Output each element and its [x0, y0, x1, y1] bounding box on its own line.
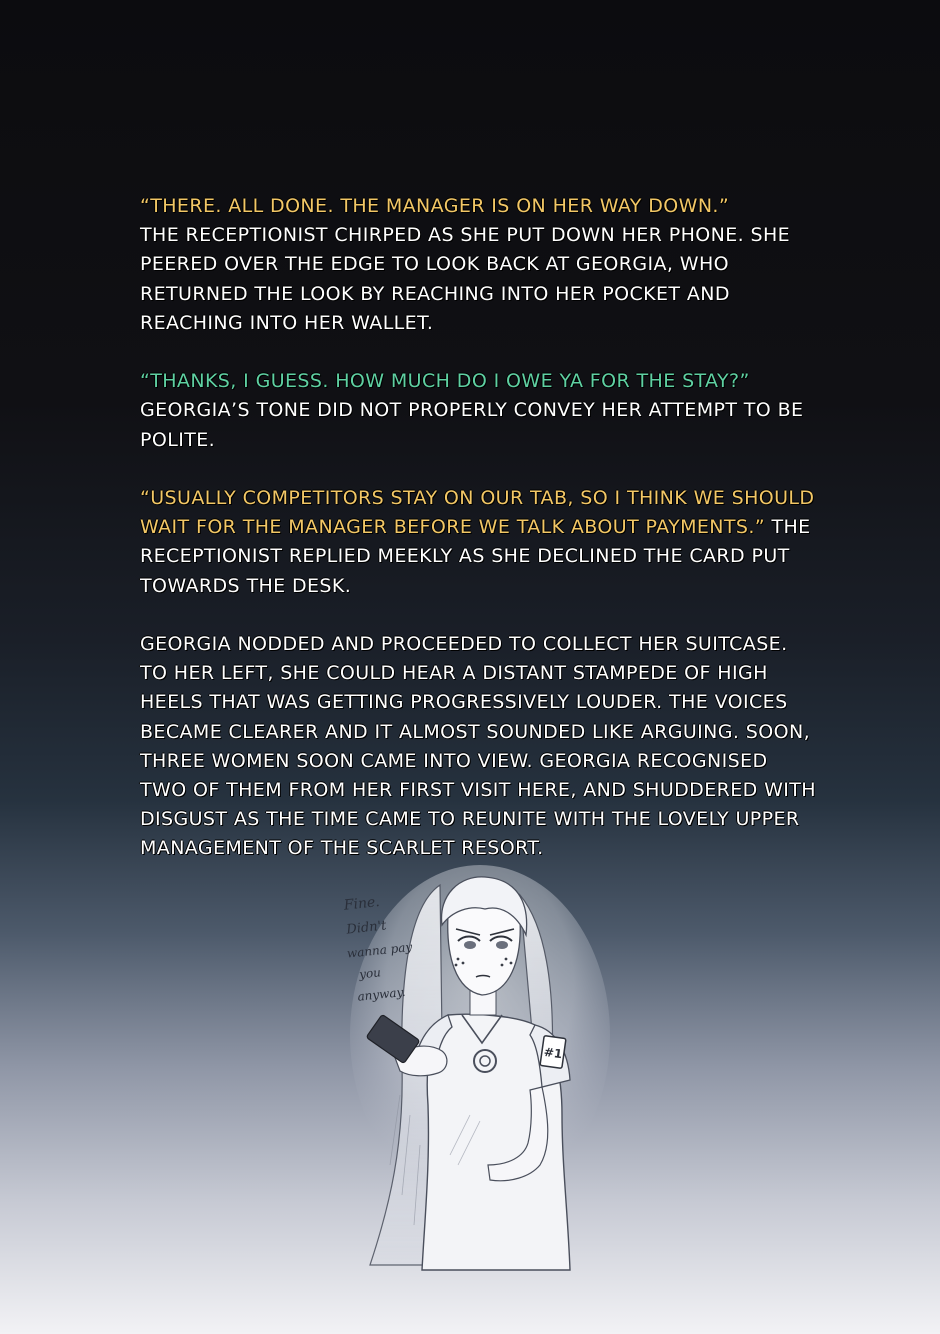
story-text: [140, 192, 820, 893]
paragraph-4: [140, 630, 820, 864]
narration-text: THE RECEPTIONIST CHIRPED AS SHE PUT DOWN HER PHONE. SHE PEERED OVER THE EDGE TO LOOK BACK AT GEORGIA, WHO RETURNED THE LOOK BY REACHING INTO HER POCKET AND REACHING INTO HER WALLET.: [140, 224, 791, 334]
note-line-1: Fine.: [343, 894, 381, 914]
paragraph-1: [140, 192, 820, 338]
receptionist-dialogue: “USUALLY COMPETITORS STAY ON OUR TAB, SO I THINK WE SHOULD WAIT FOR THE MANAGER BEFORE WE TALK ABOUT PAYMENTS.”: [140, 487, 815, 539]
paragraph-2: [140, 367, 820, 455]
badge-text: #1: [542, 1044, 564, 1062]
note-line-4: you: [358, 965, 382, 982]
note-line-3: wanna pay: [346, 939, 413, 961]
narration-text: GEORGIA’S TONE DID NOT PROPERLY CONVEY HER ATTEMPT TO BE POLITE.: [140, 399, 804, 451]
paragraph-3: [140, 484, 820, 601]
note-line-2: Didn't: [345, 918, 388, 938]
receptionist-dialogue: “THERE. ALL DONE. THE MANAGER IS ON HER WAY DOWN.”: [140, 195, 730, 217]
georgia-sketch-illustration: [330, 865, 620, 1275]
georgia-dialogue: “THANKS, I GUESS. HOW MUCH DO I OWE YA FOR THE STAY?”: [140, 370, 750, 393]
narration-text: GEORGIA NODDED AND PROCEEDED TO COLLECT HER SUITCASE. TO HER LEFT, SHE COULD HEAR A DISTANT STAMPEDE OF HIGH HEELS THAT WAS GETTING PROGRESSIVELY LOUDER. THE VOICES BECAME CLEARER AND IT ALMOST SOUNDED LIKE ARGUING. SOON, THREE WOMEN SOON CAME INTO VIEW. GEORGIA RECOGNISED TWO OF THEM FROM HER FIRST VISIT HERE, AND SHUDDERED WITH DISGUST AS THE TIME CAME TO REUNITE WITH THE LOVELY UPPER MANAGEMENT OF THE SCARLET RESORT.: [140, 633, 816, 860]
note-line-5: anyway.: [356, 984, 407, 1004]
narration-text: THE RECEPTIONIST REPLIED MEEKLY AS SHE DECLINED THE CARD PUT TOWARDS THE DESK.: [140, 516, 811, 597]
